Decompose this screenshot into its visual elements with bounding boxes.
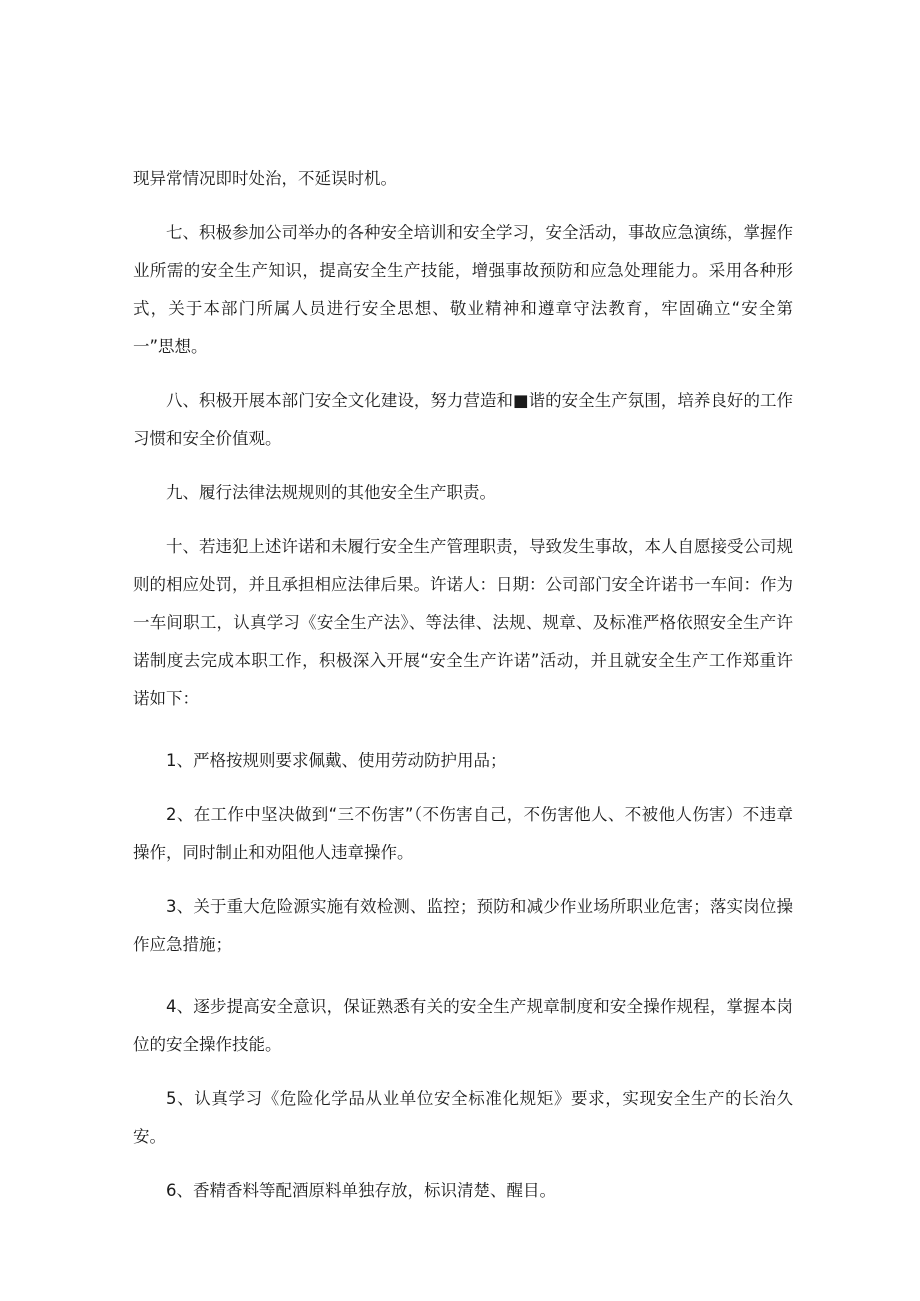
paragraph-item-9: 九、履行法律法规规则的其他安全生产职责。 xyxy=(166,483,496,502)
list-item-1: 1、严格按规则要求佩戴、使用劳动防护用品； xyxy=(166,751,507,770)
paragraph-item-7: 七、积极参加公司举办的各种安全培训和安全学习，安全活动，事故应急演练，掌握作业所需的安全生产知识，提高安全生产技能，增强事故预防和应急处理能力。采用各种形式，关于本部门所属人员进行安全思想、敬业精神和遵章守法教育，牢固确立“安全第一”思想。 xyxy=(133,223,793,356)
paragraph-continuation: 现异常情况即时处治，不延误时机。 xyxy=(133,169,397,188)
document-body xyxy=(133,160,793,1226)
list-item-2: 2、在工作中坚决做到“三不伤害”（不伤害自己，不伤害他人、不被他人伤害）不违章操作，同时制止和劝阻他人违章操作。 xyxy=(133,805,793,862)
list-item-3: 3、关于重大危险源实施有效检测、监控；预防和减少作业场所职业危害；落实岗位操作应急措施； xyxy=(133,897,793,954)
list-item-6: 6、香精香料等配酒原料单独存放，标识清楚、醒目。 xyxy=(166,1181,556,1200)
list-item-4: 4、逐步提高安全意识，保证熟悉有关的安全生产规章制度和安全操作规程，掌握本岗位的安全操作技能。 xyxy=(133,997,793,1054)
list-item-5: 5、认真学习《危险化学品从业单位安全标准化规矩》要求，实现安全生产的长治久安。 xyxy=(133,1089,793,1146)
paragraph-item-8: 八、积极开展本部门安全文化建设，努力营造和■谐的安全生产氛围，培养良好的工作习惯和安全价值观。 xyxy=(133,391,793,448)
paragraph-item-10: 十、若违犯上述许诺和未履行安全生产管理职责，导致发生事故，本人自愿接受公司规则的相应处罚，并且承担相应法律后果。许诺人：日期：公司部门安全许诺书一车间：作为一车间职工，认真学习《安全生产法》、等法律、法规、规章、及标准严格依照安全生产许诺制度去完成本职工作，积极深入开展“安全生产许诺”活动，并且就安全生产工作郑重许诺如下： xyxy=(133,537,793,708)
